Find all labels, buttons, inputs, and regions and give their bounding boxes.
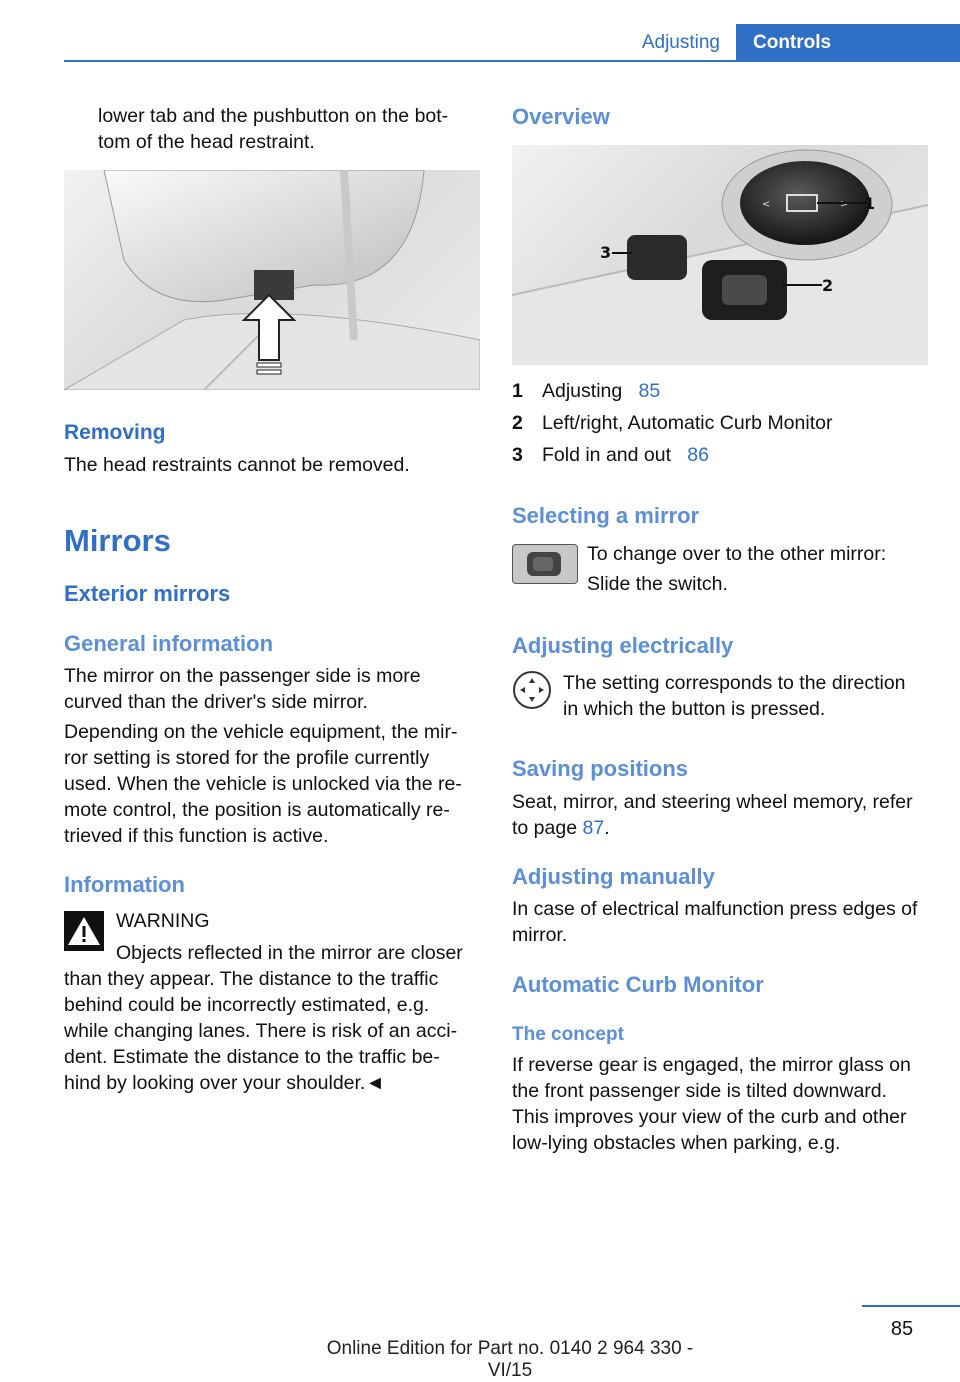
footer-rule [862, 1305, 960, 1307]
selecting-mirror-heading: Selecting a mirror [512, 503, 700, 528]
header-rule [64, 60, 960, 62]
manual-text: In case of electrical malfunction press edges of mirror. [512, 898, 918, 946]
concept-text: If reverse gear is engaged, the mirror glass on the front passenger side is tilted downward. This improves your view of the curb and other low-lying obstacles when parking, e.g. [512, 1054, 911, 1154]
concept-heading: The concept [512, 1024, 624, 1045]
direction-button-icon [512, 670, 552, 710]
svg-text:<: < [762, 199, 771, 210]
exterior-mirrors-heading: Exterior mirrors [64, 581, 231, 606]
callout-2: 2 [822, 276, 834, 295]
warning-text: than they appear. The distance to the traffic behind could be incorrectly estimated, e.g. while changing lanes. There is risk of an acci- dent. Estimate the distance to the traffic be- hind by looking over your shoulder.◄ [64, 968, 458, 1094]
general-paragraph-2: Depending on the vehicle equipment, the mir- ror setting is stored for the profile currently used. When the vehicle is unlocked via the re- mote control, the position is automatically re- trieved if this function is active. [64, 721, 462, 847]
list-item: 2 Left/right, Automatic Curb Monitor [512, 412, 833, 434]
selecting-text-1: To change over to the other mirror: [587, 543, 887, 565]
list-item: 1 Adjusting 85 [512, 380, 661, 402]
list-item: 3 Fold in and out 86 [512, 444, 709, 466]
header-section-label: Adjusting [641, 32, 720, 53]
overview-list [512, 378, 928, 474]
warning-first-line: Objects reflected in the mirror are closer [116, 942, 463, 964]
svg-text:>: > [840, 199, 849, 210]
information-heading: Information [64, 872, 185, 897]
general-information-heading: General information [64, 631, 274, 656]
warning-title: WARNING [116, 910, 210, 932]
mirror-controls-illustration [512, 145, 928, 365]
electric-text-2: in which the button is pressed. [563, 698, 826, 720]
removing-heading: Removing [64, 421, 166, 444]
mirror-switch-icon [512, 544, 578, 584]
adjusting-manually-heading: Adjusting manually [512, 864, 715, 889]
automatic-curb-monitor-heading: Automatic Curb Monitor [512, 972, 764, 997]
head-restraint-illustration [64, 170, 480, 390]
intro-text: lower tab and the pushbutton on the bot- tom of the head restraint. [98, 105, 449, 153]
overview-heading: Overview [512, 104, 610, 129]
saving-positions-heading: Saving positions [512, 756, 689, 781]
page-link[interactable]: 85 [638, 380, 661, 402]
header-chapter-tab: Controls [736, 24, 960, 62]
general-paragraph-1: The mirror on the passenger side is more curved than the driver's side mirror. [64, 665, 421, 713]
warning-icon [64, 911, 104, 951]
selecting-text-2: Slide the switch. [587, 573, 728, 595]
saving-text: Seat, mirror, and steering wheel memory, refer to page 87. [512, 791, 913, 839]
page-link[interactable]: 86 [687, 444, 709, 466]
page-number: 85 [890, 1318, 914, 1340]
removing-text: The head restraints cannot be removed. [64, 454, 410, 476]
mirrors-heading: Mirrors [64, 523, 171, 558]
page-link[interactable]: 87 [582, 817, 605, 839]
adjusting-electrically-heading: Adjusting electrically [512, 633, 734, 658]
electric-text-1: The setting corresponds to the direction [563, 672, 906, 694]
callout-1: 1 [864, 194, 876, 213]
callout-3: 3 [600, 243, 612, 262]
edition-note: Online Edition for Part no. 0140 2 964 330 - VI/15 [326, 1338, 694, 1381]
